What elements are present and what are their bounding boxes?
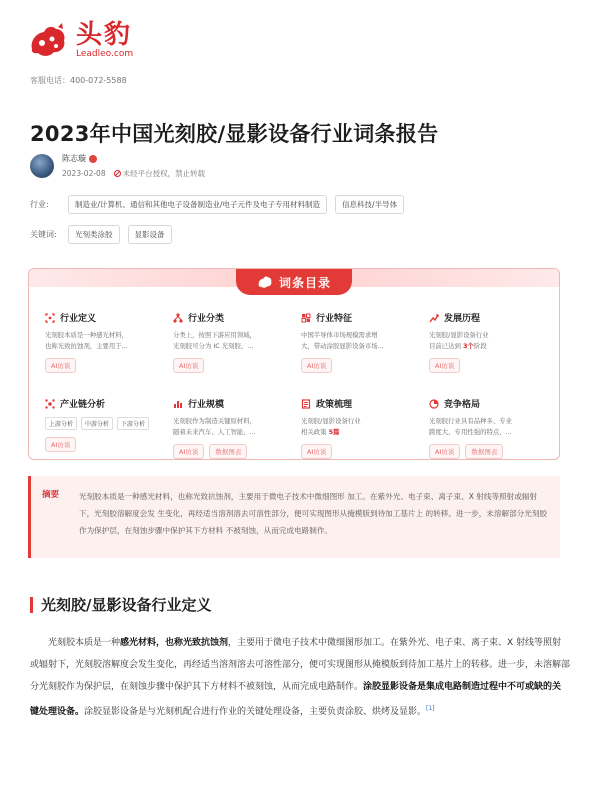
author-row — [30, 153, 205, 179]
toc-item-classification[interactable] — [167, 311, 295, 397]
keyword-tag[interactable]: 光刻类涂胶 — [68, 225, 120, 244]
reference-link[interactable]: [1] — [426, 705, 435, 712]
toc-item-desc: 相关政策 — [301, 427, 329, 436]
data-chart-button[interactable]: 数据图表 — [209, 444, 247, 459]
toc-item-title: 行业定义 — [60, 314, 97, 324]
abstract-label: 摘要 — [42, 490, 60, 500]
toc-item-desc: 跨度大、专用性强的特点、... — [429, 427, 512, 436]
toc-item-scale[interactable] — [167, 397, 295, 463]
classification-icon — [173, 313, 183, 323]
ai-interview-button[interactable]: AI访谈 — [301, 358, 332, 373]
toc-title-badge — [236, 269, 352, 295]
toc-item-desc: 光刻胶本质是一种感光材料， — [45, 331, 129, 339]
leopard-logo-icon — [28, 23, 68, 59]
toc-item-chain[interactable] — [39, 397, 167, 463]
section-marker — [30, 597, 33, 613]
toc-panel — [28, 268, 560, 460]
scale-icon — [173, 399, 183, 409]
policy-icon — [301, 399, 311, 409]
author-badge-icon — [89, 155, 97, 163]
paragraph-text: 涂胶显影设备是与光刻机配合进行作业的关键处理设备，主要负责涂胶、烘烤及显影。 — [84, 707, 427, 717]
forbidden-icon — [114, 170, 121, 177]
ai-interview-button[interactable]: AI访谈 — [45, 437, 76, 452]
toc-item-title: 竞争格局 — [444, 400, 481, 410]
toc-item-desc: 光刻胶可分为 IC 光刻胶、... — [173, 341, 254, 350]
author-name[interactable]: 陈志璇 — [62, 154, 86, 163]
section-title: 光刻胶/显影设备行业定义 — [41, 596, 212, 614]
brand-name: 头豹 — [76, 20, 133, 50]
toc-item-definition[interactable] — [39, 311, 167, 397]
toc-item-desc: 光刻胶/显影设备行业 — [301, 417, 361, 425]
data-chart-button[interactable]: 数据图表 — [465, 444, 503, 459]
ai-interview-button[interactable]: AI访谈 — [429, 358, 460, 373]
upstream-chip[interactable]: 上游分析 — [45, 417, 77, 430]
competition-icon — [429, 399, 439, 409]
toc-item-desc: 随着未来汽车、人工智能、... — [173, 427, 256, 436]
hotline: 客服电话：400-072-5588 — [30, 76, 127, 85]
ai-interview-button[interactable]: AI访谈 — [429, 444, 460, 459]
industry-label: 行业: — [30, 200, 49, 209]
publish-date: 2023-02-08 — [62, 169, 106, 178]
brand-domain: Leadleo.com — [76, 49, 134, 59]
toc-title: 词条目录 — [278, 275, 331, 290]
industry-tag[interactable]: 信息科技/半导体 — [335, 195, 404, 214]
definition-icon — [45, 313, 55, 323]
industry-row — [30, 195, 412, 214]
chain-icon — [45, 399, 55, 409]
paragraph-text: ，主要用于微电子技术中微细图形加工。在紫外光、电子束、离子束、X 射线等照射或辐射下，光刻胶溶解度会发生变化，再经适当溶剂溶去可溶性部分，便可实现图形从掩模版到待加工基片上的转移。进一步，未溶解部分光刻胶作为保护层，在刻蚀步骤中保护其下方材料不被刻蚀，从而完成电路制作。 — [30, 638, 571, 692]
abstract-text: 光刻胶本质是一种感光材料，也称光致抗蚀剂，主要用于微电子技术中微细图形 加工。在紫外光、电子束、离子束、X 射线等照射或辐射下，光刻胶溶解度会发 生变化，再经适当溶剂溶去可溶性部分，便可实现图形从掩模版到待加工基片上 的转移。进一步，未溶解部分光刻胶作为保护层，在刻蚀步骤中保护其下方材料 不被刻蚀，从而完成电路制作。 — [79, 492, 548, 535]
history-icon — [429, 313, 439, 323]
toc-item-desc: 分类上，按照下游应用领域， — [173, 331, 257, 339]
avatar[interactable] — [30, 154, 54, 178]
toc-item-desc: 光刻胶/显影设备行业 — [429, 331, 489, 339]
ai-interview-button[interactable]: AI访谈 — [301, 444, 332, 459]
keyword-label: 关键词: — [30, 230, 57, 239]
leopard-logo-icon — [257, 275, 273, 289]
copyright-text: 未经平台授权，禁止转载 — [122, 169, 206, 178]
toc-item-title: 行业规模 — [188, 400, 225, 410]
keyword-tag[interactable]: 显影设备 — [128, 225, 172, 244]
midstream-chip[interactable]: 中游分析 — [81, 417, 113, 430]
stage-count: 3个 — [462, 341, 474, 350]
feature-icon — [301, 313, 311, 323]
policy-count: 5篇 — [328, 427, 340, 436]
toc-item-desc: 光刻胶行业具有品种多、专业 — [429, 417, 513, 425]
section-heading — [30, 594, 211, 615]
toc-item-title: 行业特征 — [316, 314, 353, 324]
toc-item-title: 行业分类 — [188, 314, 225, 324]
toc-item-policy[interactable] — [295, 397, 423, 463]
paragraph-text: 光刻胶本质是一种 — [48, 638, 121, 648]
toc-item-title: 产业链分析 — [60, 400, 106, 410]
ai-interview-button[interactable]: AI访谈 — [173, 358, 204, 373]
toc-item-desc: 目前已达到 — [429, 341, 463, 350]
toc-item-title: 发展历程 — [444, 314, 481, 324]
toc-item-desc: 光刻胶作为制造关键原材料， — [173, 417, 257, 425]
ai-interview-button[interactable]: AI访谈 — [45, 358, 76, 373]
paragraph-bold: 感光材料，也称光致抗蚀剂 — [120, 638, 229, 648]
abstract-box — [28, 476, 560, 558]
section-paragraph — [30, 632, 570, 723]
brand-logo[interactable] — [28, 22, 133, 59]
copyright-notice — [114, 168, 206, 179]
keyword-row — [30, 225, 180, 244]
paragraph-bold: 涂胶显影设备是集成电路制造过程中不可或缺的关键处理设备。 — [30, 682, 562, 717]
report-title: 2023年中国光刻胶/显影设备行业词条报告 — [30, 122, 439, 146]
toc-item-desc: 也称光致抗蚀剂，主要用于... — [45, 341, 128, 350]
ai-interview-button[interactable]: AI访谈 — [173, 444, 204, 459]
toc-item-title: 政策梳理 — [316, 400, 353, 410]
downstream-chip[interactable]: 下游分析 — [117, 417, 149, 430]
toc-item-competition[interactable] — [423, 397, 551, 463]
toc-item-desc: 阶段 — [473, 341, 487, 350]
toc-item-desc: 中国半导体市场规模需求增 — [301, 331, 378, 339]
toc-item-desc: 大，带动涂胶显影设备市场... — [301, 341, 384, 350]
industry-tag[interactable]: 制造业/计算机、通信和其他电子设备制造业/电子元件及电子专用材料制造 — [68, 195, 327, 214]
toc-item-feature[interactable] — [295, 311, 423, 397]
toc-item-history[interactable] — [423, 311, 551, 397]
